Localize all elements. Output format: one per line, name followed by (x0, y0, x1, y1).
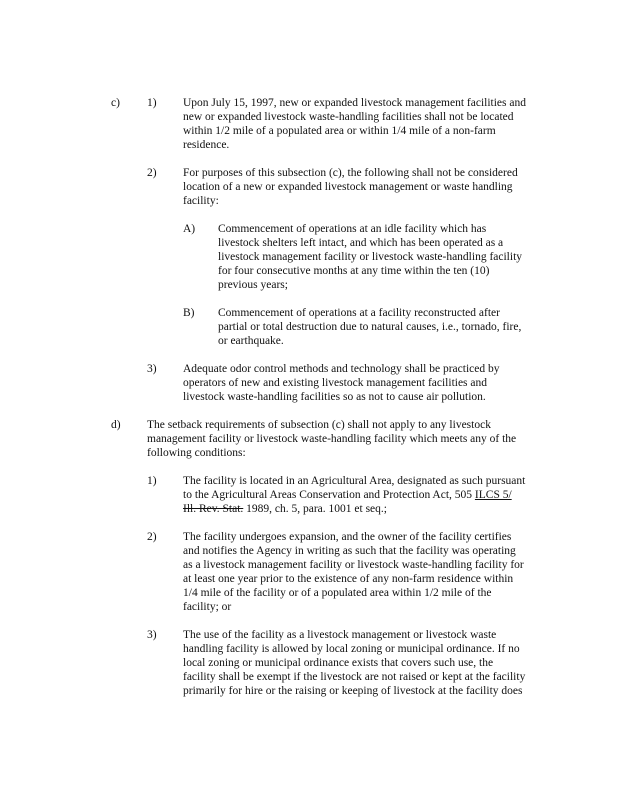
item-d2-line: facility; or (183, 601, 232, 613)
item-d1-line: The facility is located in an Agricultural Area, designated as such pursuant (183, 475, 526, 487)
inserted-citation-text: ILCS 5/ (474, 489, 512, 501)
item-d1-line (183, 502, 387, 516)
item-d3-line: local zoning or municipal ordinance exists that covers such use, the (183, 657, 494, 669)
subitem-c2a-label: A) (183, 223, 196, 235)
item-d2-line: The facility undergoes expansion, and the owner of the facility certifies (183, 531, 512, 543)
item-d2-line: 1/4 mile of the facility or of a populated area within 1/2 mile of the (183, 587, 492, 599)
subsection-c-label: c) (111, 97, 120, 109)
item-d3-line: handling facility is allowed by local zoning or municipal ordinance. If no (183, 643, 520, 655)
item-c2-number: 2) (147, 167, 157, 179)
item-d1-line (183, 488, 512, 502)
item-d1-plain-text: 1989, ch. 5, para. 1001 et seq.; (243, 503, 387, 515)
subsection-d-intro-line: The setback requirements of subsection (c) shall not apply to any livestock (147, 419, 491, 431)
subsection-d-intro-line: following conditions: (147, 447, 246, 459)
item-d2-line: and notifies the Agency in writing as such that the facility was operating (183, 545, 516, 557)
item-c2-line: location of a new or expanded livestock management or waste handling (183, 181, 513, 193)
deleted-citation-text: Ill. Rev. Stat. (183, 503, 244, 515)
subsection-d-intro-line: management facility or livestock waste-handling facility which meets any of the (147, 433, 517, 445)
item-c2-line: For purposes of this subsection (c), the following shall not be considered (183, 167, 518, 179)
item-d3-line: The use of the facility as a livestock management or livestock waste (183, 629, 497, 641)
item-c1-line: new or expanded livestock waste-handling facilities shall not be located (183, 111, 514, 123)
subitem-c2a-line: for four consecutive months at any time within the ten (10) (218, 265, 490, 277)
item-c3-line: operators of new and existing livestock management facilities and (183, 377, 488, 389)
item-d3-line: primarily for hire or the raising or keeping of livestock at the facility does (183, 685, 523, 697)
item-d1-number: 1) (147, 475, 157, 487)
item-c1-line: residence. (183, 139, 230, 151)
item-c1-number: 1) (147, 97, 157, 109)
item-d1-plain-text: to the Agricultural Areas Conservation and Protection Act, 505 (183, 489, 475, 501)
subitem-c2a-line: livestock shelters left intact, and which has been operated as a (218, 237, 504, 249)
item-c3-line: livestock waste-handling facilities so as not to cause air pollution. (183, 391, 486, 403)
subitem-c2b-line: partial or total destruction due to natural causes, i.e., tornado, fire, (218, 321, 522, 333)
subsection-d-label: d) (111, 419, 121, 431)
item-d3-line: facility shall be exempt if the livestock are not raised or kept at the facility (183, 671, 526, 683)
subitem-c2a-line: livestock management facility or livestock waste-handling facility (218, 251, 523, 263)
item-d2-line: as a livestock management facility or livestock waste-handling facility for (183, 559, 524, 571)
subitem-c2b-label: B) (183, 307, 195, 319)
item-c1-line: Upon July 15, 1997, new or expanded livestock management facilities and (183, 97, 526, 109)
subitem-c2a-line: Commencement of operations at an idle facility which has (218, 223, 487, 235)
subitem-c2a-line: previous years; (218, 279, 288, 291)
item-c3-line: Adequate odor control methods and technology shall be practiced by (183, 363, 500, 375)
item-c3-number: 3) (147, 363, 157, 375)
subitem-c2b-line: or earthquake. (218, 335, 284, 347)
item-d3-number: 3) (147, 629, 157, 641)
subitem-c2b-line: Commencement of operations at a facility reconstructed after (218, 307, 500, 319)
item-d2-line: at least one year prior to the existence of any non-farm residence within (183, 573, 514, 585)
item-c1-line: within 1/2 mile of a populated area or within 1/4 mile of a non-farm (183, 125, 496, 137)
item-d2-number: 2) (147, 531, 157, 543)
item-c2-line: facility: (183, 195, 219, 207)
